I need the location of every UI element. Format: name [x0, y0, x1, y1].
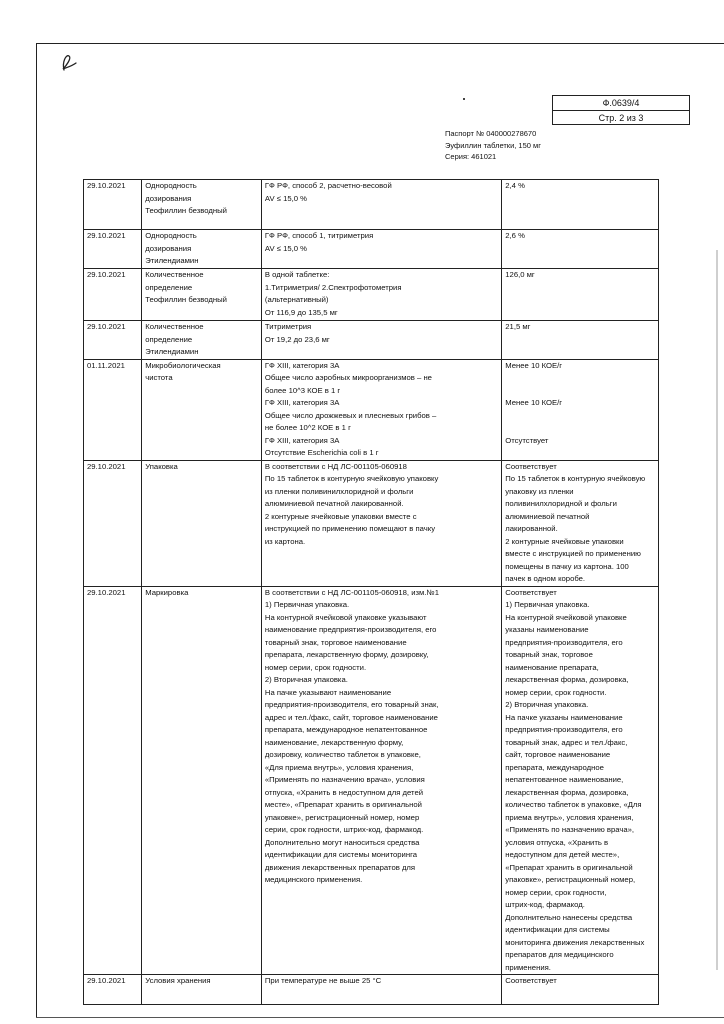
row-result: Соответствует 1) Первичная упаковка. На контурной ячейковой упаковке указаны наименование предприятия-производителя, его товарный знак, торговое наименование препарата, лекарственная форма, дозировка, номер серии, срок годности. 2) Вторичная упаковка. На пачке указаны наименование предприятия-производителя, его товарный знак, адрес и тел./факс, сайт, торговое наименование препарата, международное непатентованное наименование, лекарственная форма, дозировка, количество таблеток в упаковке, «Для приема внутрь», условия хранения, «Применять по назначению врача», условия отпуска, «Хранить в недоступном для детей месте», «Препарат хранить в оригинальной упаковке», регистрационный номер, номер серии, срок годности, штрих-код, фармакод. Дополнительно нанесены средства идентификации для системы мониторинга движения лекарственных препаратов для медицинского применения.: [502, 586, 659, 975]
scan-edge-shadow: [716, 250, 718, 970]
row-result: 2,4 %: [502, 180, 659, 230]
row-result: Соответствует По 15 таблеток в контурную ячейковую упаковку из пленки поливинилхлоридной и фольги алюминиевой печатной лакированной. 2 контурные ячейковые упаковки вместе с инструкцией по применению помещены в пачку из картона. 100 пачек в одном коробе.: [502, 460, 659, 586]
table-row: [84, 975, 659, 1005]
row-result: 2,6 %: [502, 230, 659, 269]
row-method: В соответствии с НД ЛС-001105-060918 По 15 таблеток в контурную ячейковую упаковку из пленки поливинилхлоридной и фольги алюминиевой печатной лакированной. 2 контурные ячейковые упаковки вместе с инструкцией по применению помещают в пачку из картона.: [261, 460, 501, 586]
row-test-name: Маркировка: [142, 586, 262, 975]
row-method: ГФ РФ, способ 1, титриметрия AV ≤ 15,0 %: [261, 230, 501, 269]
row-date: 01.11.2021: [84, 359, 142, 460]
page-border-top: [36, 43, 724, 44]
form-code: Ф.0639/4: [553, 96, 689, 111]
table-row: [84, 230, 659, 269]
table-row: [84, 586, 659, 975]
page-border-bottom: [36, 1017, 724, 1018]
page-border-left: [36, 43, 37, 1018]
row-test-name: Однородность дозирования Этилендиамин: [142, 230, 262, 269]
row-test-name: Условия хранения: [142, 975, 262, 1005]
row-result: 21,5 мг: [502, 321, 659, 360]
row-result: 126,0 мг: [502, 269, 659, 321]
page-number: Стр. 2 из 3: [598, 113, 644, 123]
row-method: В соответствии с НД ЛС-001105-060918, изм.№1 1) Первичная упаковка. На контурной ячейковой упаковке указывают наименование предприятия-производителя, его товарный знак, торговое наименование препарата, лекарственную форму, дозировку, номер серии, срок годности. 2) Вторичная упаковка. На пачке указывают наименование предприятия-производителя, его товарный знак, адрес и тел./факс, сайт, торговое наименование препарата, международное непатентованное наименование, лекарственную форму, дозировку, количество таблеток в упаковке, «Для приема внутрь», условия хранения, «Применять по назначению врача», условия отпуска, «Хранить в недоступном для детей месте», «Препарат хранить в оригинальной упаковке», регистрационный номер, номер серии, срок годности, штрих-код, фармакод. Дополнительно могут наноситься средства идентификации для системы мониторинга движения лекарственных препаратов для медицинского применения.: [261, 586, 501, 975]
row-method: ГФ XIII, категория 3А Общее число аэробных микроорганизмов – не более 10^3 КОЕ в 1 г ГФ XIII, категория 3А Общее число дрожжевых и плесневых грибов – не более 10^2 КОЕ в 1 г ГФ XIII, категория 3А Отсутствие Escherichia coli в 1 г: [261, 359, 501, 460]
row-method: При температуре не выше 25 °С: [261, 975, 501, 1005]
test-results-table: [83, 179, 659, 1005]
form-code-box: [552, 95, 690, 125]
row-date: 29.10.2021: [84, 586, 142, 975]
table-row: [84, 359, 659, 460]
row-date: 29.10.2021: [84, 975, 142, 1005]
table-row: [84, 269, 659, 321]
product-name: Эуфиллин таблетки, 150 мг: [445, 140, 541, 150]
row-date: 29.10.2021: [84, 180, 142, 230]
series-number: Серия: 461021: [445, 152, 497, 161]
row-result: Менее 10 КОЕ/г Менее 10 КОЕ/г Отсутствует: [502, 359, 659, 460]
row-test-name: Количественное определение Этилендиамин: [142, 321, 262, 360]
row-date: 29.10.2021: [84, 460, 142, 586]
passport-info: [445, 128, 541, 163]
passport-number: Паспорт № 040000278670: [445, 129, 537, 138]
row-method: В одной таблетке: 1.Титриметрия/ 2.Спектрофотометрия (альтернативный) От 116,9 до 135,5 мг: [261, 269, 501, 321]
table-row: [84, 321, 659, 360]
table-row: [84, 180, 659, 230]
row-test-name: Однородность дозирования Теофиллин безводный: [142, 180, 262, 230]
row-test-name: Микробиологическая чистота: [142, 359, 262, 460]
row-method: ГФ РФ, способ 2, расчетно-весовой AV ≤ 15,0 %: [261, 180, 501, 230]
row-date: 29.10.2021: [84, 321, 142, 360]
table-row: [84, 460, 659, 586]
scan-dot: [463, 98, 465, 100]
row-date: 29.10.2021: [84, 269, 142, 321]
row-method: Титриметрия От 19,2 до 23,6 мг: [261, 321, 501, 360]
row-result: Соответствует: [502, 975, 659, 1005]
row-test-name: Упаковка: [142, 460, 262, 586]
handwritten-mark: [60, 50, 80, 74]
row-date: 29.10.2021: [84, 230, 142, 269]
row-test-name: Количественное определение Теофиллин безводный: [142, 269, 262, 321]
